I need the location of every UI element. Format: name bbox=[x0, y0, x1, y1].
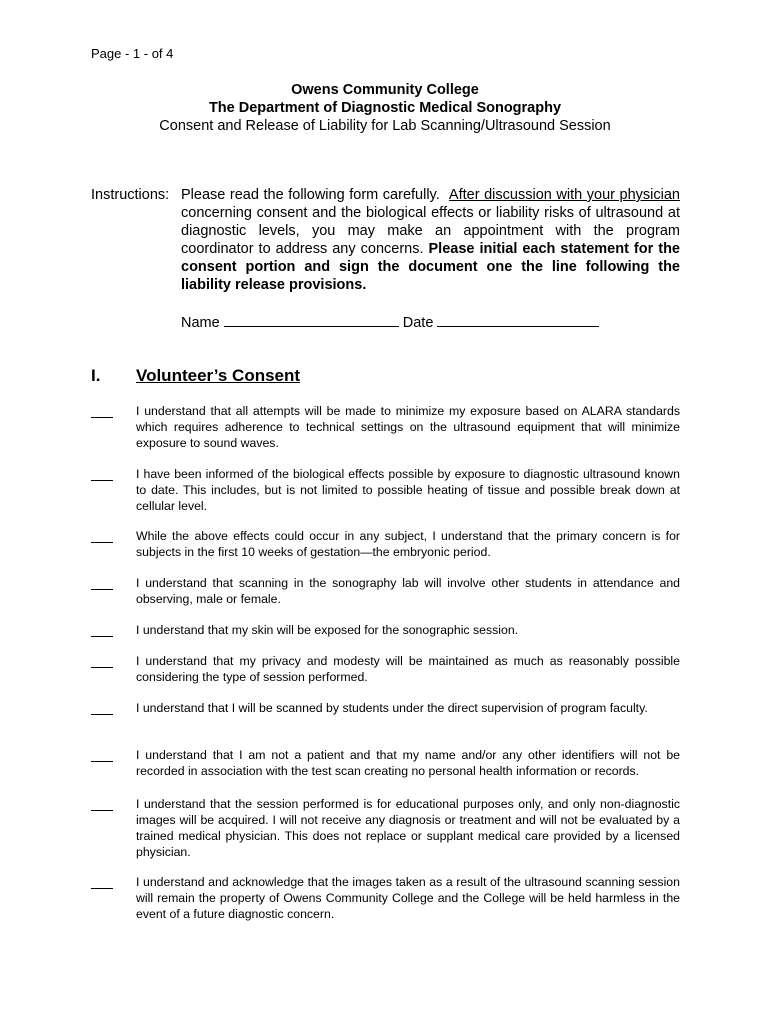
initial-blank[interactable] bbox=[91, 480, 113, 481]
section-title: Volunteer’s Consent bbox=[136, 366, 301, 385]
initial-blank[interactable] bbox=[91, 636, 113, 637]
initial-blank[interactable] bbox=[91, 714, 113, 715]
institution-name: Owens Community College bbox=[291, 82, 479, 98]
instructions-text bbox=[181, 186, 680, 294]
instructions-underlined: After discussion with your physician bbox=[448, 187, 680, 203]
consent-item-text: I have been informed of the biological effects possible by exposure to diagnostic ultrasound known to date. This includes, but is not limited to possible heating of tissue and possible break down at cellular level. bbox=[136, 467, 680, 513]
instructions-bold: Please initial each statement for the consent portion and sign the document one the line following the liability release provisions. bbox=[181, 241, 680, 293]
signature-line bbox=[181, 312, 599, 332]
instructions-label: Instructions: bbox=[91, 187, 170, 203]
consent-item-text: I understand and acknowledge that the images taken as a result of the ultrasound scanning session will remain the property of Owens Community College and the College will be held harmless in the event of a future diagnostic concern. bbox=[136, 875, 680, 921]
initial-blank[interactable] bbox=[91, 810, 113, 811]
initial-blank[interactable] bbox=[91, 542, 113, 543]
page-number: Page - 1 - of 4 bbox=[91, 46, 174, 61]
consent-item-text: I understand that the session performed is for educational purposes only, and only non-diagnostic images will be acquired. I will not receive any diagnosis or treatment and will not be evaluated by a trained medical physician. This does not replace or supplant medical care provided by a licensed physician. bbox=[136, 797, 680, 859]
instructions-intro: Please read the following form carefully. bbox=[181, 187, 440, 203]
instructions-middle: concerning consent and the biological effects or liability risks of ultrasound at diagnostic levels, you may make an appointment with the program coordinator to address any concerns. bbox=[181, 205, 680, 257]
name-label: Name bbox=[181, 315, 220, 331]
date-field[interactable] bbox=[437, 312, 599, 327]
consent-item-text: I understand that all attempts will be made to minimize my exposure based on ALARA standards which requires adherence to technical settings on the ultrasound equipment that will minimize exposure to sound waves. bbox=[136, 404, 680, 450]
consent-item-text: I understand that scanning in the sonography lab will involve other students in attendance and observing, male or female. bbox=[136, 576, 680, 606]
name-field[interactable] bbox=[224, 312, 399, 327]
date-label: Date bbox=[402, 315, 434, 331]
consent-item-text: I understand that my skin will be exposed for the sonographic session. bbox=[136, 623, 519, 637]
department-name: The Department of Diagnostic Medical Sonography bbox=[208, 100, 562, 116]
form-title: Consent and Release of Liability for Lab Scanning/Ultrasound Session bbox=[159, 118, 611, 134]
section-number: I. bbox=[91, 366, 101, 385]
consent-item-text: I understand that my privacy and modesty will be maintained as much as reasonably possible considering the type of session performed. bbox=[136, 654, 680, 684]
initial-blank[interactable] bbox=[91, 589, 113, 590]
consent-item-text: I understand that I will be scanned by students under the direct supervision of program faculty. bbox=[136, 701, 648, 715]
initial-blank[interactable] bbox=[91, 417, 113, 418]
document-header bbox=[0, 81, 770, 135]
initial-blank[interactable] bbox=[91, 667, 113, 668]
initial-blank[interactable] bbox=[91, 888, 113, 889]
initial-blank[interactable] bbox=[91, 761, 113, 762]
consent-item-text: I understand that I am not a patient and that my name and/or any other identifiers will not be recorded in association with the test scan creating no personal health information or records. bbox=[136, 748, 680, 778]
consent-item-text: While the above effects could occur in any subject, I understand that the primary concern is for subjects in the first 10 weeks of gestation—the embryonic period. bbox=[136, 529, 680, 559]
